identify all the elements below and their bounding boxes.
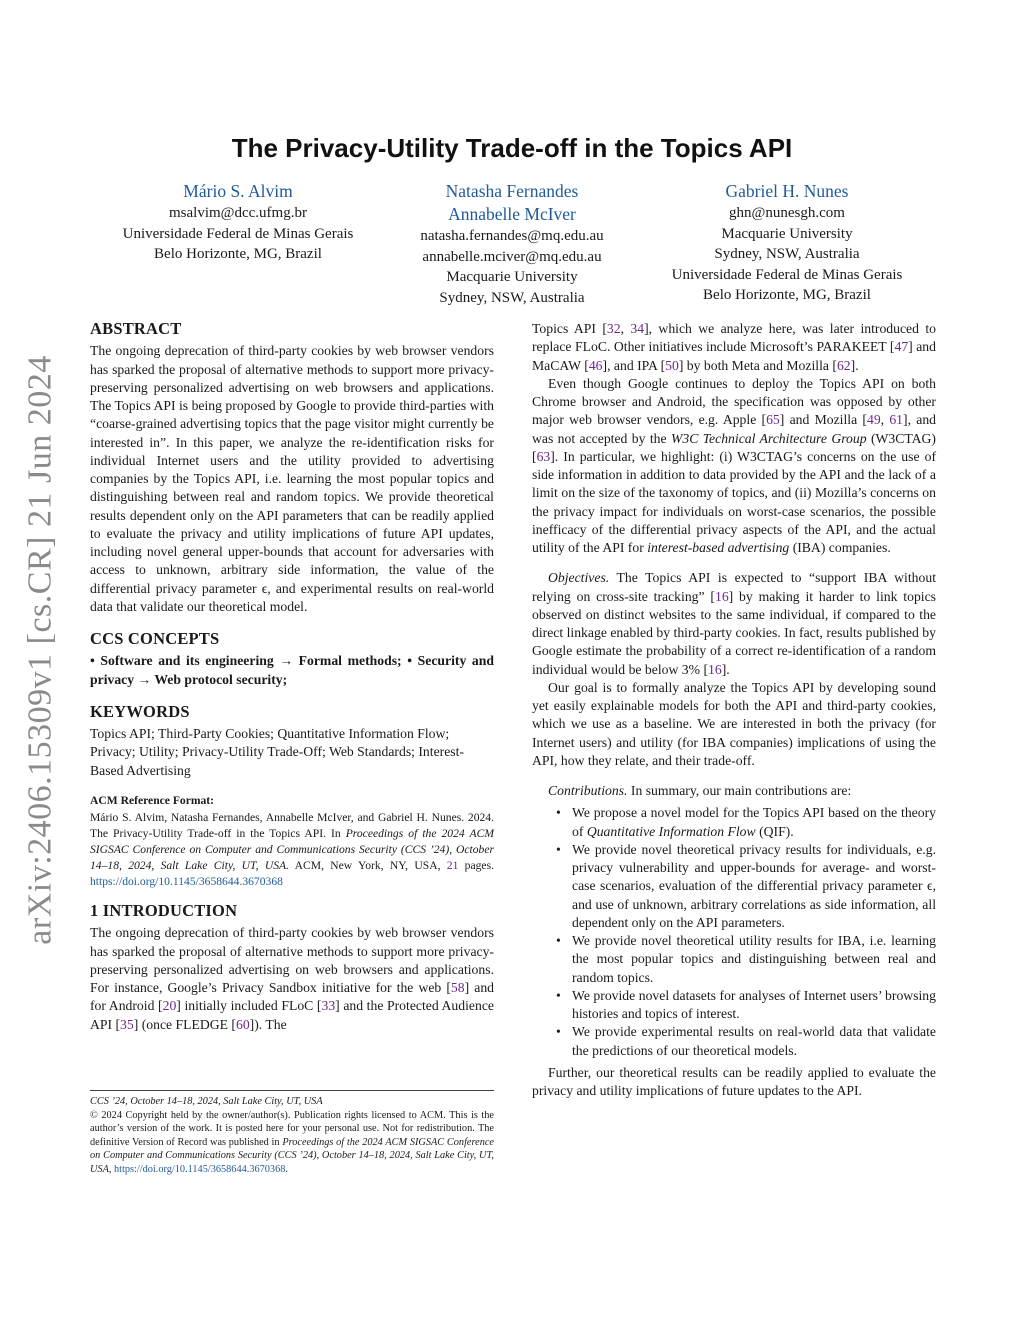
author-block-fernandes-mciver [386,180,638,308]
objectives-paragraph: Objectives. The Topics API is expected to “support IBA without relying on cross-site tracking” [16] by making it harder to link topics observed on distinct websites to the same individual, if compared to the direct linkage enabled by third-party cookies. In fact, results published by Google estimate the probability of a correct re-identification of a random individual would be below 3% [16]. [532,570,936,677]
citation-link[interactable]: 34 [630,321,645,336]
contributions-heading: Contributions. [548,783,628,798]
author-affiliation: Macquarie University [721,225,853,242]
citation-link[interactable]: 60 [235,1016,250,1032]
contributions-list [532,804,936,1060]
author-affiliation: Universidade Federal de Minas Gerais [671,266,903,283]
citation-link[interactable]: 58 [450,980,465,995]
abstract-heading: ABSTRACT [90,319,182,338]
author-email: msalvim@dcc.ufmg.br [169,205,307,221]
author-location: Sydney, NSW, Australia [439,289,585,306]
bullet-icon: • [556,805,561,821]
copyright-footnote [90,1090,494,1176]
author-location: Sydney, NSW, Australia [714,246,860,262]
objectives-heading: Objectives. [548,570,610,586]
footnote-copyright: © 2024 Copyright held by the owner/author(s). Publication rights licensed to ACM. This is the author’s version of the work. It is posted here for your personal use. Not for redistribution. The definitive Version of Record was published in Proceedings of the 2024 ACM SIGSAC Conference on Computer and Communications Security (CCS ’24), October 14–18, 2024, Salt Lake City, UT, USA, https://doi.org/10.1145/3658644.3670368. [90,1109,494,1175]
acm-ref-label: ACM Reference Format: [90,793,215,807]
citation-link[interactable]: 16 [708,661,722,677]
keywords-text: Topics API; Third-Party Cookies; Quantitative Information Flow; Privacy; Utility; Privacy-Utility Trade-Off; Web Standards; Interest-Based Advertising [90,726,464,778]
citation-link[interactable]: 50 [665,357,679,373]
ccs-heading: CCS CONCEPTS [90,629,220,648]
citation-link[interactable]: 16 [714,588,729,604]
list-item: • We propose a novel model for the Topics API based on the theory of Quantitative Information Flow (QIF). [556,805,936,839]
citation-link[interactable]: 32 [606,321,621,336]
body-paragraph: Topics API [32, 34], which we analyze here, was later introduced to replace FLoC. Other initiatives include Microsoft’s PARAKEET [47] and MaCAW [46], and IPA [50] by both Meta and Mozilla [62]. [532,321,937,373]
arxiv-identifier [12,355,70,945]
bullet-icon: • [556,933,561,948]
body-paragraph: Further, our theoretical results can be readily applied to evaluate the privacy and utility implications of future updates to the API. [532,1064,936,1098]
footnote-venue-line: CCS ’24, October 14–18, 2024, Salt Lake City, UT, USA [90,1096,323,1107]
citation-link[interactable]: 47 [894,339,909,355]
bullet-icon: • [556,1024,561,1040]
acm-ref-text: Mário S. Alvim, Natasha Fernandes, Annabelle McIver, and Gabriel H. Nunes. 2024. The Privacy-Utility Trade-off in the Topics API. In Proceedings of the 2024 ACM SIGSAC Conference on Computer and Communications Security (CCS ’24), October 14–18, 2024, Salt Lake City, UT, USA. ACM, New York, NY, USA, 21 pages. https://doi.org/10.1145/3658644.3670368 [90,811,494,888]
citation-link[interactable]: 46 [588,357,603,373]
arxiv-id-text: arXiv:2406.15309v1 [cs.CR] 21 Jun 2024 [22,355,60,945]
author-email: natasha.fernandes@mq.edu.au [420,228,604,244]
author-affiliation: Macquarie University [446,269,578,285]
list-item: • We provide novel datasets for analyses of Internet users’ browsing histories and topics of interest. [556,987,936,1021]
author-name: Mário S. Alvim [183,181,293,201]
paper-title: The Privacy-Utility Trade-off in the Topics API [231,133,793,163]
doi-link[interactable]: https://doi.org/10.1145/3658644.3670368 [90,875,283,888]
bullet-icon: • [556,841,561,857]
pages-link[interactable]: 21 [446,859,459,872]
author-email: ghn@nunesgh.com [729,205,845,221]
abstract-text: The ongoing deprecation of third-party cookies by web browser vendors has sparked the proposal of alternative methods to support more privacy-preserving personalized advertising on web browsers and applications. The Topics API is being proposed by Google to provide third-parties with “coarse-grained advertising topics that the page visitor might currently be interested in”. In this paper, we analyze the re-identification risks for individual Internet users and the utility provided to advertising companies by the Topics API, i.e. learning the most popular topics and distinguishing between real and random topics. We provide theoretical results dependent only on the API parameters that can be readily applied to evaluate the privacy and utility implications of future API updates, including novel general upper-bounds that account for adversaries with access to unknown, arbitrary side information, the value of the differential privacy parameter ϵ, and experimental results on real-world data that validate our theoretical model. [90,343,494,614]
bullet-icon: • [556,987,561,1003]
citation-link[interactable]: 49 [866,412,881,428]
ccs-text: • Software and its engineering → Formal methods; • Security and privacy → Web protocol security; [90,653,494,687]
intro-paragraph: The ongoing deprecation of third-party cookies by web browser vendors has sparked the proposal of alternative methods to support more privacy-preserving personalized advertising on web browsers and applications. For instance, Google’s Privacy Sandbox initiative for the web [58] and for Android [20] initially included FLoC [33] and the Protected Audience API [35] (once FLEDGE [60]). The [90,925,495,1032]
right-column [532,320,936,1100]
list-item: • We provide experimental results on real-world data that validate the predictions of our theoretical models. [556,1024,936,1058]
author-name: Gabriel H. Nunes [725,181,849,201]
citation-link[interactable]: 33 [321,998,336,1014]
author-block-nunes [648,180,926,306]
citation-link[interactable]: 65 [766,412,780,428]
citation-link[interactable]: 35 [120,1016,134,1032]
author-name: Annabelle McIver [448,204,576,224]
list-item: • We provide novel theoretical utility results for IBA, i.e. learning the most popular topics and distinguishing between real and random topics. [556,933,936,985]
author-name: Natasha Fernandes [445,181,579,201]
author-block-alvim [100,180,376,265]
keywords-heading: KEYWORDS [90,701,190,721]
list-item: • We provide novel theoretical privacy results for individuals, e.g. privacy vulnerability and upper-bounds for average- and worst-case scenarios, evaluation of the differential privacy parameter ϵ, and use of unknown, arbitrary correlations as side information, all dependent only on the API parameters. [556,841,936,930]
left-column [90,320,494,1034]
author-location: Belo Horizonte, MG, Brazil [154,246,322,262]
contributions-paragraph: Contributions. In summary, our main contributions are: [548,783,852,798]
intro-heading: 1 INTRODUCTION [90,901,238,920]
body-paragraph: Our goal is to formally analyze the Topics API by developing sound yet easily explainable models for both the API and third-party cookies, which we use as a baseline. We are interested in both the privacy (for Internet users) and utility (for IBA companies) implications of using the API, how they relate, and their trade-off. [532,679,936,768]
citation-link[interactable]: 63 [536,448,551,464]
citation-link[interactable]: 61 [889,412,904,428]
author-location: Belo Horizonte, MG, Brazil [703,287,871,303]
author-affiliation: Universidade Federal de Minas Gerais [122,225,354,242]
citation-link[interactable]: 62 [836,357,851,373]
author-email: annabelle.mciver@mq.edu.au [422,248,602,265]
body-paragraph: Even though Google continues to deploy the Topics API on both Chrome browser and Android, the specification was opposed by other major web browser vendors, e.g. Apple [65] and Mozilla [49, 61], and was not accepted by the W3C Technical Architecture Group (W3CTAG) [63]. In particular, we highlight: (i) W3CTAG’s concerns on the use of side information in addition to data provided by the API and the lack of a limit on the size of the taxonomy of topics, and (ii) Mozilla’s concerns on the privacy impact for individuals on worst-case scenarios, the possible inefficacy of the differential privacy aspects of the API, and the actual utility of the API for interest-based advertising (IBA) companies. [532,375,937,555]
citation-link[interactable]: 20 [162,998,177,1014]
footnote-doi-link[interactable]: https://doi.org/10.1145/3658644.3670368 [114,1163,286,1175]
